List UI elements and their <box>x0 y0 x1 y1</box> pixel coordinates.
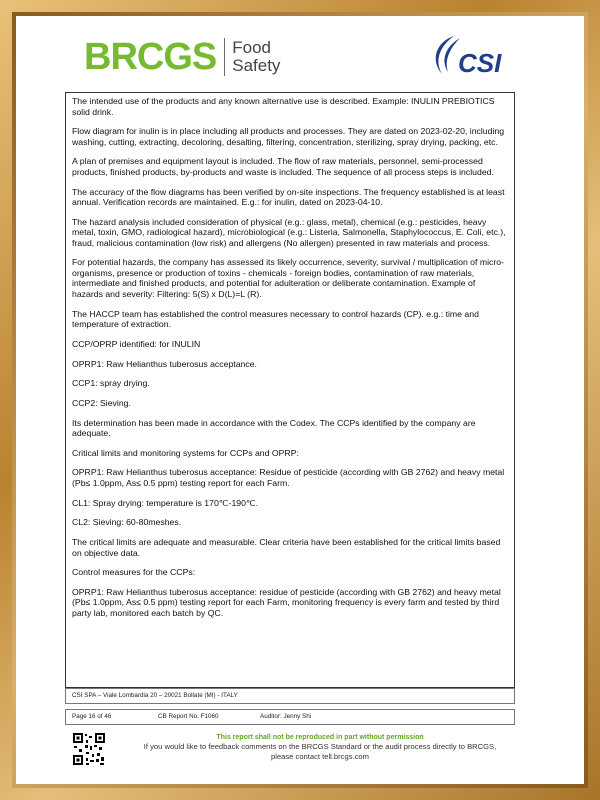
certificate-page <box>16 16 584 784</box>
auditor-name: Auditor: Jenny Shi <box>260 713 312 720</box>
paragraph: Critical limits and monitoring systems for CCPs and OPRP: <box>72 447 299 458</box>
qr-code-icon[interactable] <box>72 732 106 766</box>
notice-title: This report shall not be reproduced in part without permission <box>216 734 424 741</box>
paragraph: CCP2: Sieving. <box>72 397 131 408</box>
paragraph: Control measures for the CCPs: <box>72 567 196 578</box>
paragraph: CCP/OPRP identified: for INULIN <box>72 338 201 349</box>
permission-notice <box>120 733 520 761</box>
paragraph: Its determination has been made in accordance with the Codex. The CCPs identified by the company are adequate. <box>72 417 476 439</box>
feedback-link[interactable]: please contact tell.brcgs.com <box>271 751 369 761</box>
paragraph: The accuracy of the flow diagrams has been verified by on-site inspections. The frequency established is at least annual. Verification records are maintained. E.g.: for inulin, dated on 2023-04-10. <box>72 186 505 208</box>
paragraph: CL1: Spray drying: temperature is 170℃-190℃. <box>72 497 259 508</box>
cb-report-number: CB Report No. F1060 <box>158 713 219 720</box>
paragraph: The HACCP team has established the control measures necessary to control hazards (CP). e.g.: time and temperature of extraction. <box>72 308 479 330</box>
paragraph: The intended use of the products and any known alternative use is described. Example: INULIN PREBIOTICS solid drink. <box>72 96 495 117</box>
brcgs-logo <box>84 38 280 76</box>
paragraph: CL2: Sieving: 60-80meshes. <box>72 517 182 528</box>
page-number: Page 16 of 46 <box>72 713 112 720</box>
brcgs-wordmark: BRCGS <box>84 36 217 78</box>
brcgs-sub-line2: Safety <box>232 56 281 75</box>
footer-meta <box>65 709 515 725</box>
paragraph: Flow diagram for inulin is in place including all products and processes. They are dated on 2023-02-20, including washing, cutting, extracting, decoloring, desalting, filtering, concentration, sterilizing, spray drying, packing, etc. <box>72 126 505 147</box>
footer-address: CSI SPA – Viale Lombardia 20 – 20021 Bollate (MI) - ITALY <box>65 688 515 704</box>
paragraph: The critical limits are adequate and measurable. Clear criteria have been established for the critical limits based on objective data. <box>72 537 501 558</box>
csi-wordmark: CSI <box>458 48 502 78</box>
brcgs-subtitle <box>232 39 280 75</box>
paragraph: OPRP1: Raw Helianthus tuberosus acceptance: Residue of pesticide (according with GB 2762) and heavy metal (Pb≤ 1.0ppm, As≤ 0.5 ppm) testing report for each Farm. <box>72 467 505 488</box>
paragraph: The hazard analysis included consideration of physical (e.g.: glass, metal), chemical (e.g.: pesticides, heavy metal, toxin, GMO, radiological hazard), microbiological (e.g.: Listeria, Salmonella, Staphylococcus, E. Coli, etc.), fraud, malicious contamination (low risk) and allergens (No allergen) presented in raw materials and process. <box>72 216 506 248</box>
paragraph: OPRP1: Raw Helianthus tuberosus acceptance. <box>72 358 257 369</box>
paragraph: A plan of premises and equipment layout is included. The flow of raw materials, personnel, semi-processed products, finished products, by-products and waste is included. The sequence of all process steps is included. <box>72 156 494 177</box>
report-body <box>65 92 515 688</box>
logo-divider <box>224 38 225 76</box>
paragraph: For potential hazards, the company has assessed its likely occurrence, severity, survival / multiplication of micro-organisms, presence or production of toxins - chemicals - foreign bodies, contamination of raw materials, intermediate and finished products, and potential for adulteration or deliberate contamination. Example of hazards and severity: Filtering: 5(S) x D(L)=L (R). <box>72 257 504 299</box>
paragraph: CCP1: spray drying. <box>72 378 150 389</box>
paragraph: OPRP1: Raw Helianthus tuberosus acceptance: residue of pesticide (according with GB 2762) and heavy metal (Pb≤ 1.0ppm, As≤ 0.5 ppm) testing report for each Farm, monitoring frequency is every farm and tested by third party lab, monitored each batch by QC. <box>72 586 501 618</box>
page-header <box>16 16 584 92</box>
csi-logo <box>424 34 504 78</box>
brcgs-sub-line1: Food <box>232 38 271 57</box>
notice-line: If you would like to feedback comments on the BRCGS Standard or the audit process directly to BRCGS, <box>143 742 497 751</box>
